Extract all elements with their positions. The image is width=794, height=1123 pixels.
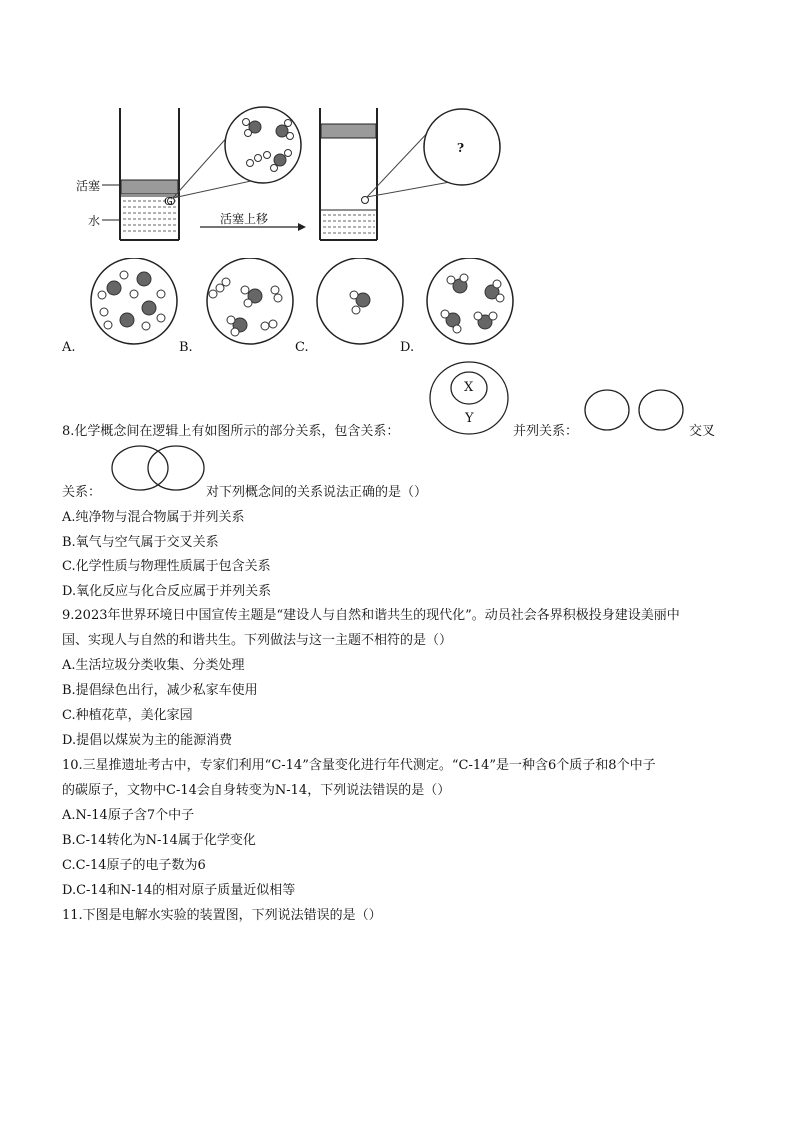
q10-option-d: D.C-14和N-14的相对原子质量近似相等	[62, 883, 296, 898]
g-label: G	[164, 195, 173, 208]
q10-option-b: B.C-14转化为N-14属于化学变化	[62, 833, 256, 848]
q8-option-c: C.化学性质与物理性质属于包含关系	[62, 559, 271, 574]
option-a-label: A.	[62, 340, 76, 355]
option-c-label: C.	[295, 340, 309, 355]
water-label: 水	[88, 214, 101, 228]
q9-option-c: C.种植花草，美化家园	[62, 708, 193, 723]
q8-line2-b: 对下列概念间的关系说法正确的是（）	[206, 485, 428, 500]
q8-option-b: B.氧气与空气属于交叉关系	[62, 535, 219, 550]
intersection-diagram	[110, 444, 206, 492]
parallel-diagram	[583, 388, 685, 432]
q8-option-d: D.氧化反应与化合反应属于并列关系	[62, 584, 272, 599]
q9-option-a: A.生活垃圾分类收集、分类处理	[62, 658, 245, 673]
q8-option-a: A.纯净物与混合物属于并列关系	[62, 510, 245, 525]
option-d-label: D.	[400, 340, 415, 355]
q8-line1-b: 并列关系：	[513, 424, 579, 439]
q10-option-a: A.N-14原子含7个中子	[62, 808, 195, 823]
arrow-label: 活塞上移	[220, 212, 269, 226]
q9-option-d: D.提倡以煤炭为主的能源消费	[62, 733, 233, 748]
q8-line2-a: 关系：	[62, 485, 102, 500]
q10-line1: 10.三星推遗址考古中，专家们利用“C-14”含量变化进行年代测定。“C-14”是一种含6个质子和8个中子	[62, 758, 656, 773]
q9-line1: 9.2023年世界环境日中国宣传主题是“建设人与自然和谐共生的现代化”。动员社会各界积极投身建设美丽中	[62, 608, 680, 623]
q11-line1: 11.下图是电解水实验的装置图，下列说法错误的是（）	[62, 908, 382, 923]
venn-y-label: Y	[465, 411, 474, 426]
question-mark: ?	[457, 141, 465, 155]
q9-line2: 国、实现人与自然的和谐共生。下列做法与这一主题不相符的是（）	[62, 633, 453, 648]
option-b-label: B.	[179, 340, 193, 355]
q10-option-c: C.C-14原子的电子数为6	[62, 858, 206, 873]
option-circles-figure	[80, 258, 530, 348]
piston-experiment-figure	[60, 100, 520, 250]
piston-label: 活塞	[76, 179, 101, 193]
venn-x-label: X	[464, 380, 474, 395]
q10-line2: 的碳原子，文物中C-14会自身转变为N-14，下列说法错误的是（）	[62, 783, 451, 798]
q8-line1-c: 交叉	[689, 424, 716, 439]
q8-line1-a: 8.化学概念间在逻辑上有如图所示的部分关系，包含关系：	[62, 424, 400, 439]
q9-option-b: B.提倡绿色出行，减少私家车使用	[62, 683, 258, 698]
